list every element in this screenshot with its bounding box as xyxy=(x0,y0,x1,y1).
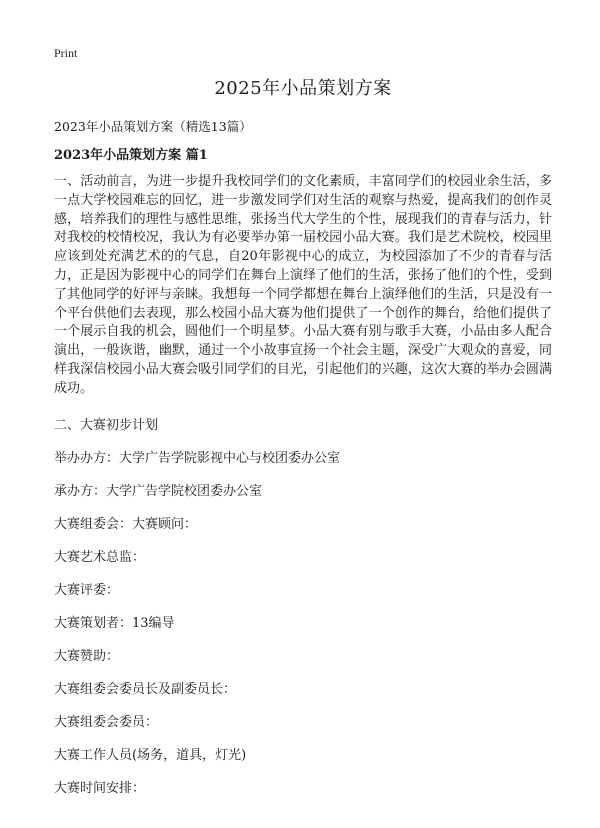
list-item: 大赛时间安排： xyxy=(54,780,146,796)
list-item: 大赛组委会委员长及副委员长： xyxy=(54,681,237,697)
document-title: 2025年小品策划方案 xyxy=(214,78,392,99)
intro-paragraph: 一、活动前言，为进一步提升我校同学们的文化素质，丰富同学们的校园业余生活，多一点大学校园难忘的回忆，进一步激发同学们对生活的观察与热爱，提高我们的创作灵感，培养我们的理性与感性思维，张扬当代大学生的个性，展现我们的青春与活力，针对我校的校情校况，我认为有必要举办第一届校园小品大赛。我们是艺术院校，校园里应该到处充满艺术的的气息，自20年影视中心的成立，为校园添加了不少的青春与活力，正是因为影视中心的同学们在舞台上演绎了他们的生活，张扬了他们的个性，受到了其他同学的好评与亲睐。我想每一个同学都想在舞台上演绎他们的生活，只是没有一个平台供他们去表现，那么校园小品大赛为他们提供了一个创作的舞台，给他们提供了一个展示自我的机会，圆他们一个明星梦。小品大赛有别与歌手大赛，小品由多人配合演出，一般诙谐，幽默，通过一个小故事宣扬一个社会主题，深受广大观众的喜爱，同样我深信校园小品大赛会吸引同学们的目光，引起他们的兴趣，这次大赛的举办会圆满成功。 xyxy=(54,174,552,396)
document-subtitle: 2023年小品策划方案（精选13篇） xyxy=(54,119,252,134)
list-item: 大赛组委会委员： xyxy=(54,714,159,730)
list-item: 大赛评委： xyxy=(54,582,120,598)
list-item: 大赛工作人员(场务，道具，灯光) xyxy=(54,747,247,763)
list-item: 大赛赞助： xyxy=(54,648,120,664)
list-item: 举办办方：大学广告学院影视中心与校团委办公室 xyxy=(54,450,341,466)
section-heading: 2023年小品策划方案 篇1 xyxy=(54,148,208,163)
print-link[interactable]: Print xyxy=(54,46,78,60)
list-item: 大赛组委会：大赛顾问： xyxy=(54,516,198,532)
plan-heading: 二、大赛初步计划 xyxy=(54,417,159,433)
list-item: 大赛艺术总监： xyxy=(54,549,146,565)
list-item: 大赛策划者：13编导 xyxy=(54,615,175,631)
list-item: 承办方：大学广告学院校团委办公室 xyxy=(54,483,263,499)
document-body xyxy=(54,76,552,798)
